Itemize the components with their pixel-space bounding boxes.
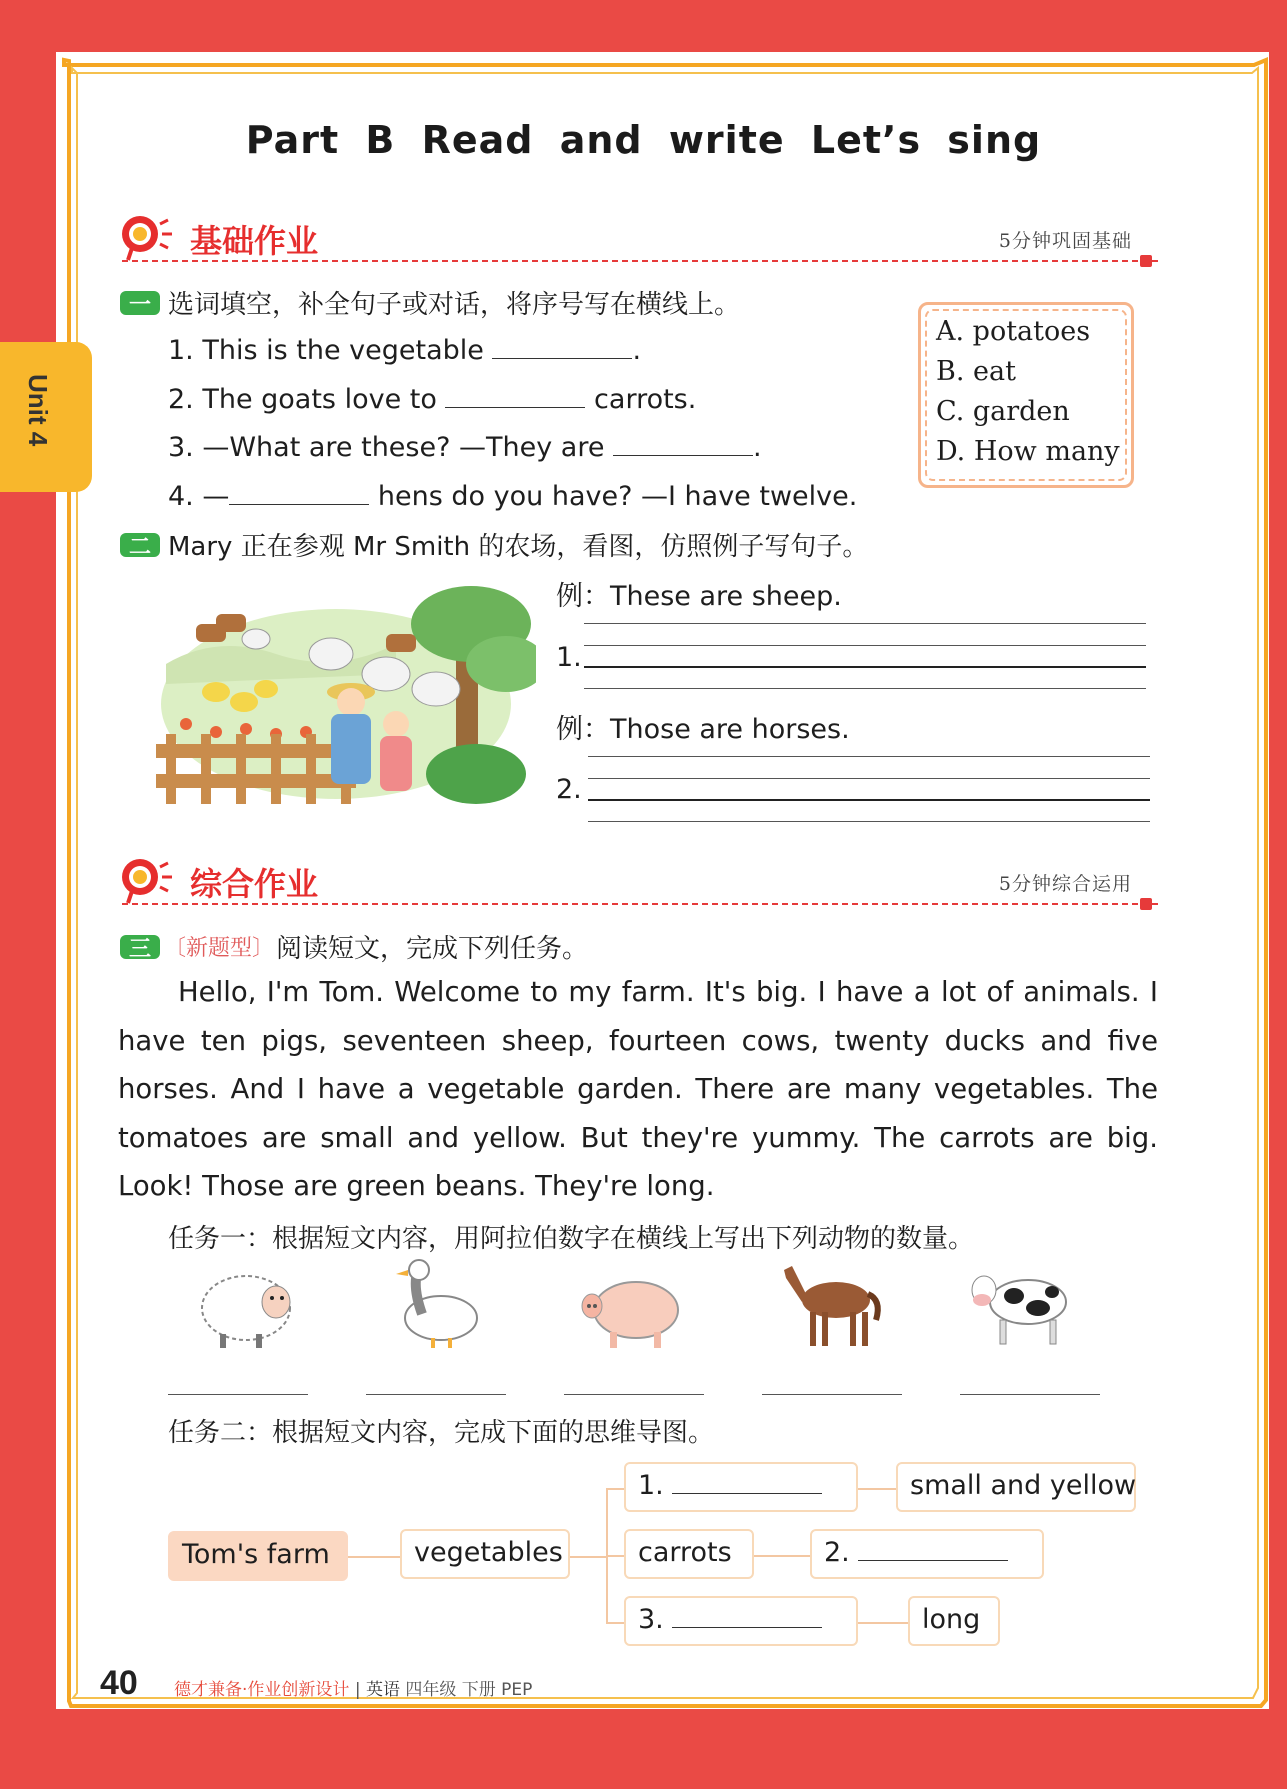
answer-line-sheep[interactable] bbox=[168, 1394, 308, 1395]
cow-icon bbox=[966, 1256, 1076, 1356]
mindmap-leaf-small-yellow: small and yellow bbox=[896, 1462, 1136, 1512]
answer-blank[interactable] bbox=[672, 1605, 822, 1628]
writing-line[interactable] bbox=[588, 799, 1150, 801]
connector bbox=[856, 1622, 908, 1624]
question-3-header bbox=[120, 928, 588, 965]
page-title: Part B Read and write Let’s sing bbox=[245, 118, 1042, 162]
mindmap-branch: vegetables bbox=[400, 1529, 570, 1579]
writing-line[interactable] bbox=[584, 623, 1146, 624]
answer-line-pig[interactable] bbox=[564, 1394, 704, 1395]
q2-number-2: 2. bbox=[556, 774, 582, 805]
q1-item-4: 4. — hens do you have? —I have twelve. bbox=[168, 478, 857, 512]
mindmap-leaf-long: long bbox=[908, 1596, 1000, 1646]
q1-item-3: 3. —What are these? —They are . bbox=[168, 429, 762, 463]
unit-tab: Unit 4 bbox=[0, 342, 92, 492]
connector bbox=[606, 1488, 624, 1490]
flower-icon bbox=[118, 210, 174, 262]
q2-example-2: 例：Those are horses. bbox=[556, 714, 850, 745]
writing-line[interactable] bbox=[588, 756, 1150, 757]
reading-passage: Hello, I'm Tom. Welcome to my farm. It's big. I have a lot of animals. I have ten pigs, seventeen sheep, fourteen cows, twenty ducks and five horses. And I have a vegetable garden. There are many vegetables. The tomatoes are small and yellow. But they're yummy. The carrots are big. Look! Those are green beans. They're long. bbox=[118, 976, 1158, 1202]
connector bbox=[752, 1555, 810, 1557]
section-label: 基础作业 bbox=[190, 222, 319, 260]
connector bbox=[346, 1556, 402, 1558]
answer-line-duck[interactable] bbox=[366, 1394, 506, 1395]
connector bbox=[606, 1555, 624, 1557]
rule-end-square bbox=[1140, 255, 1152, 267]
q2-example-1: 例：These are sheep. bbox=[556, 581, 842, 612]
question-number-badge: 二 bbox=[120, 533, 160, 557]
option-c: C. garden bbox=[936, 396, 1070, 427]
section-label: 综合作业 bbox=[190, 865, 319, 903]
dashed-rule bbox=[122, 903, 1158, 905]
rule-end-square bbox=[1140, 898, 1152, 910]
answer-blank[interactable] bbox=[445, 381, 585, 408]
duck-icon bbox=[386, 1256, 496, 1356]
writing-line[interactable] bbox=[588, 821, 1150, 822]
section-header-basic bbox=[118, 210, 1158, 270]
question-instruction: 阅读短文，完成下列任务。 bbox=[276, 934, 589, 964]
mindmap-node-1: 1. bbox=[624, 1462, 858, 1512]
writing-line[interactable] bbox=[588, 778, 1150, 779]
mindmap-leaf-2: 2. bbox=[810, 1529, 1044, 1579]
farm-illustration bbox=[156, 584, 536, 810]
task-1: 任务一：根据短文内容，用阿拉伯数字在横线上写出下列动物的数量。 bbox=[168, 1224, 975, 1254]
option-a: A. potatoes bbox=[936, 316, 1091, 347]
q1-item-1: 1. This is the vegetable . bbox=[168, 332, 641, 366]
question-number-badge: 一 bbox=[120, 291, 160, 315]
writing-line[interactable] bbox=[584, 666, 1146, 668]
answer-blank[interactable] bbox=[613, 429, 753, 456]
answer-blank[interactable] bbox=[672, 1471, 822, 1494]
question-number-badge: 三 bbox=[120, 935, 160, 959]
section-header-comprehensive bbox=[118, 853, 1158, 913]
q2-number-1: 1. bbox=[556, 642, 582, 673]
footer-text: 德才兼备·作业创新设计 | 英语 四年级 下册 PEP bbox=[174, 1680, 533, 1700]
dashed-rule bbox=[122, 260, 1158, 262]
connector bbox=[606, 1622, 624, 1624]
horse-icon bbox=[776, 1254, 886, 1354]
question-2-header bbox=[120, 526, 868, 563]
mindmap-node-3: 3. bbox=[624, 1596, 858, 1646]
connector bbox=[856, 1488, 898, 1490]
q1-item-2: 2. The goats love to carrots. bbox=[168, 381, 696, 415]
flower-icon bbox=[118, 853, 174, 905]
answer-blank[interactable] bbox=[858, 1538, 1008, 1561]
task-2: 任务二：根据短文内容，完成下面的思维导图。 bbox=[168, 1418, 715, 1448]
option-d: D. How many bbox=[936, 436, 1120, 467]
section-hint: 5分钟巩固基础 bbox=[998, 230, 1132, 252]
question-instruction: 选词填空，补全句子或对话，将序号写在横线上。 bbox=[168, 290, 741, 320]
question-1-header bbox=[120, 284, 740, 321]
new-type-tag: 〔新题型〕 bbox=[164, 936, 275, 961]
answer-blank[interactable] bbox=[492, 332, 632, 359]
connector bbox=[568, 1556, 606, 1558]
page-number: 40 bbox=[100, 1664, 138, 1702]
answer-line-horse[interactable] bbox=[762, 1394, 902, 1395]
writing-line[interactable] bbox=[584, 688, 1146, 689]
sheep-icon bbox=[196, 1258, 306, 1358]
option-b: B. eat bbox=[936, 356, 1016, 387]
writing-line[interactable] bbox=[584, 645, 1146, 646]
section-hint: 5分钟综合运用 bbox=[998, 873, 1132, 895]
answer-blank[interactable] bbox=[229, 478, 369, 505]
mindmap-root: Tom's farm bbox=[168, 1531, 348, 1581]
pig-icon bbox=[576, 1262, 686, 1362]
answer-line-cow[interactable] bbox=[960, 1394, 1100, 1395]
mindmap-node-carrots: carrots bbox=[624, 1529, 754, 1579]
question-instruction: Mary 正在参观 Mr Smith 的农场，看图，仿照例子写句子。 bbox=[168, 532, 869, 562]
